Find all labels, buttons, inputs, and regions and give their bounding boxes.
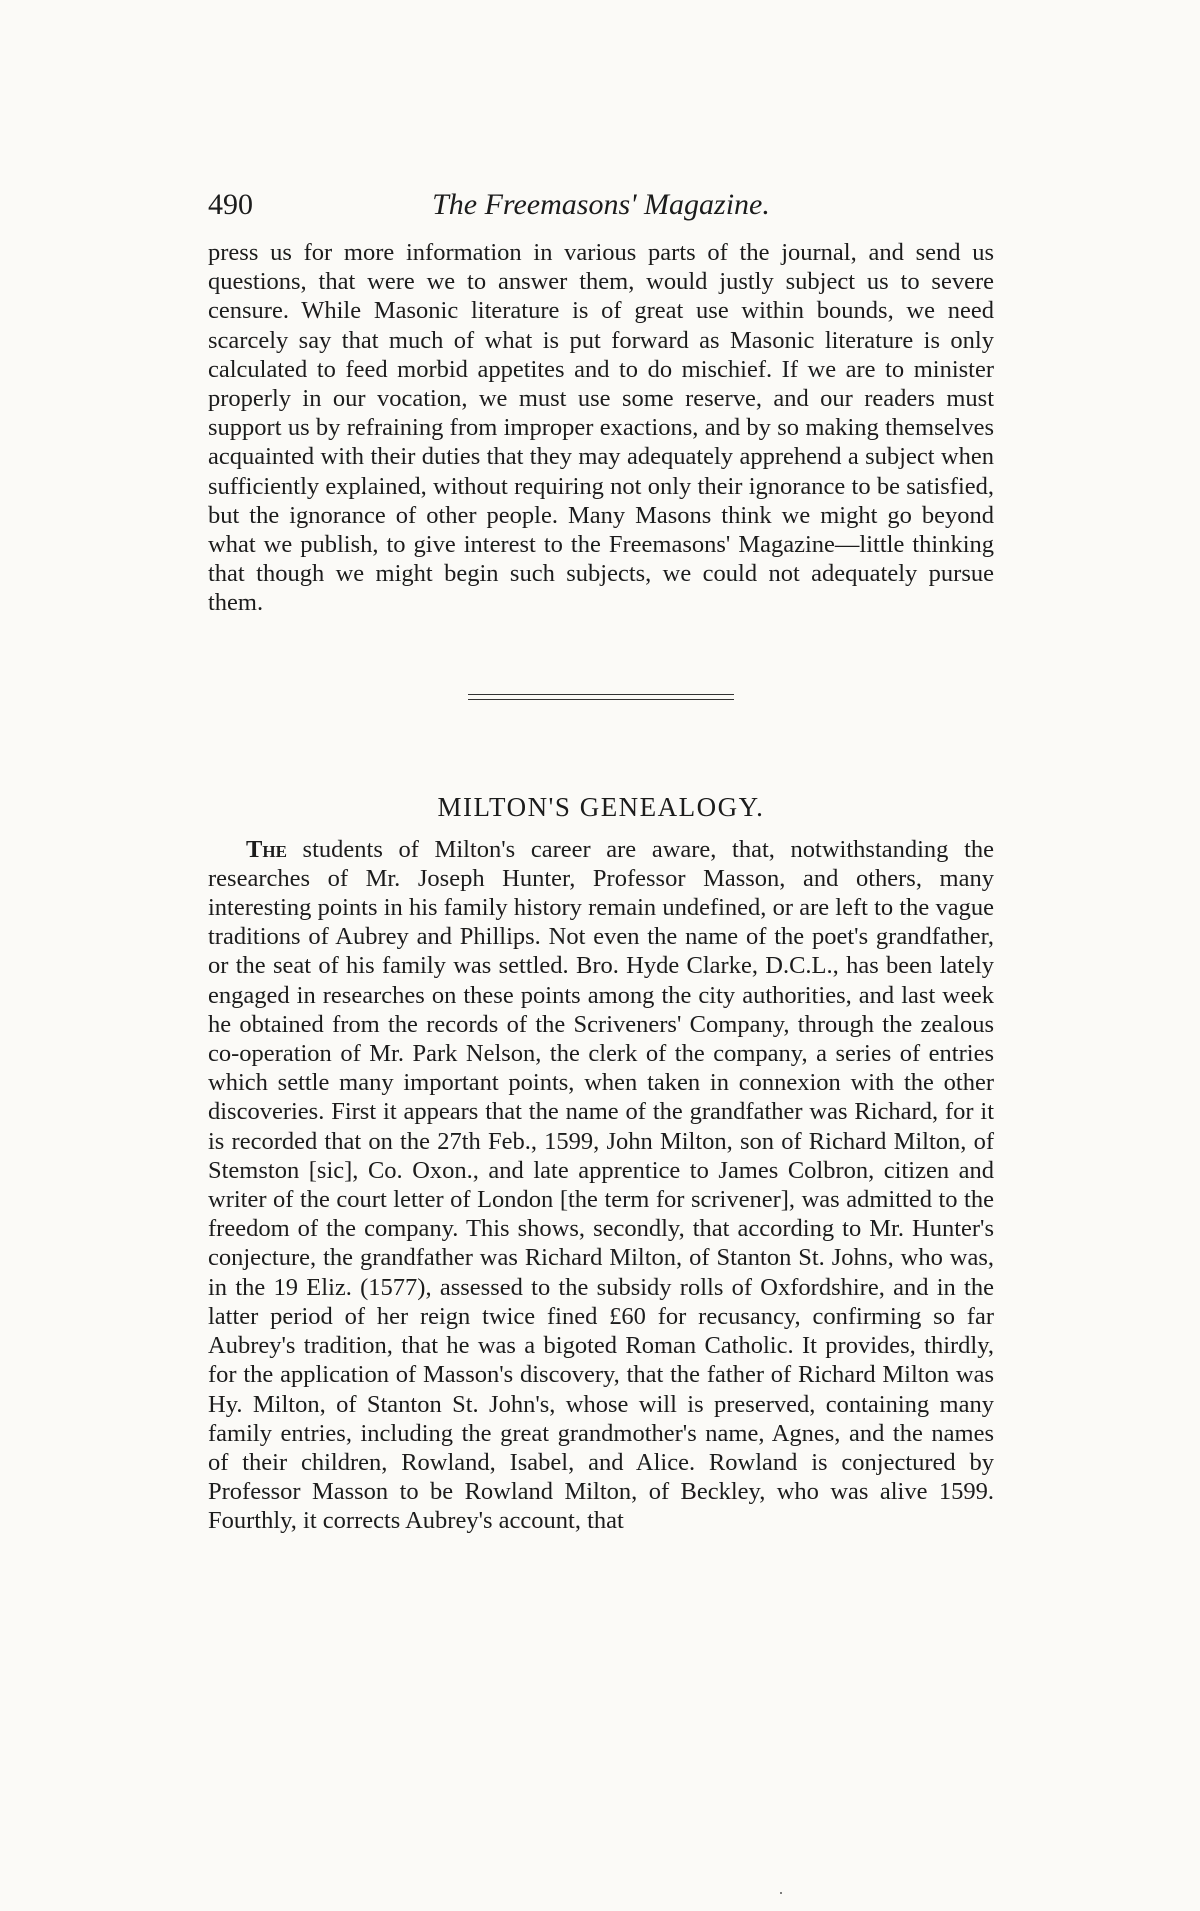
- divider-line-top: [468, 694, 734, 695]
- page-speck: [780, 1892, 782, 1894]
- article-body: [208, 835, 994, 1536]
- divider-line-bottom: [468, 699, 734, 700]
- page-number: 490: [208, 188, 253, 221]
- page: [208, 188, 994, 1536]
- running-head: [208, 188, 994, 232]
- journal-title: The Freemasons' Magazine.: [432, 188, 770, 221]
- article-body-text: students of Milton's career are aware, that, notwithstanding the researches of Mr. Joseph Hunter, Professor Masson, and others, many interesting points in his family history remain undefined, or are left to the vague traditions of Aubrey and Phillips. Not even the name of the poet's grandfather, or the seat of his family was settled. Bro. Hyde Clarke, D.C.L., has been lately engaged in researches on these points among the city authorities, and last week he obtained from the records of the Scriveners' Company, through the zealous co-operation of Mr. Park Nelson, the clerk of the company, a series of entries which settle many important points, when taken in connexion with the other discoveries. First it appears that the name of the grandfather was Richard, for it is recorded that on the 27th Feb., 1599, John Milton, son of Richard Milton, of Stemston [sic], Co. Oxon., and late apprentice to James Colbron, citizen and writer of the court letter of London [the term for scrivener], was admitted to the freedom of the company. This shows, secondly, that according to Mr. Hunter's conjecture, the grandfather was Richard Milton, of Stanton St. Johns, who was, in the 19 Eliz. (1577), assessed to the subsidy rolls of Oxfordshire, and in the latter period of her reign twice fined £60 for recusancy, confirming so far Aubrey's tradition, that he was a bigoted Roman Catholic. It provides, thirdly, for the application of Masson's discovery, that the father of Richard Milton was Hy. Milton, of Stanton St. John's, whose will is preserved, containing many family entries, including the great grandmother's name, Agnes, and the names of their children, Rowland, Isabel, and Alice. Rowland is conjectured by Professor Masson to be Rowland Milton, of Beckley, who was alive 1599. Fourthly, it corrects Aubrey's account, that: [208, 835, 995, 1535]
- article-lead-word: The: [246, 835, 287, 863]
- section-divider: [468, 694, 734, 700]
- article-title: MILTON'S GENEALOGY.: [437, 791, 765, 822]
- intro-paragraph: press us for more information in various parts of the journal, and send us questions, that were we to answer them, would justly subject us to severe censure. While Masonic literature is of great use within bounds, we need scarcely say that much of what is put forward as Masonic literature is only calculated to feed morbid appetites and to do mischief. If we are to minister properly in our vocation, we must use some reserve, and our readers must support us by refraining from improper exactions, and by so making themselves acquainted with their duties that they may adequately apprehend a subject when sufficiently explained, without requiring not only their ignorance to be satisfied, but the ignorance of other people. Many Masons think we might go beyond what we publish, to give interest to the Freemasons' Magazine—little thinking that though we might begin such subjects, we could not adequately pursue them.: [208, 239, 994, 617]
